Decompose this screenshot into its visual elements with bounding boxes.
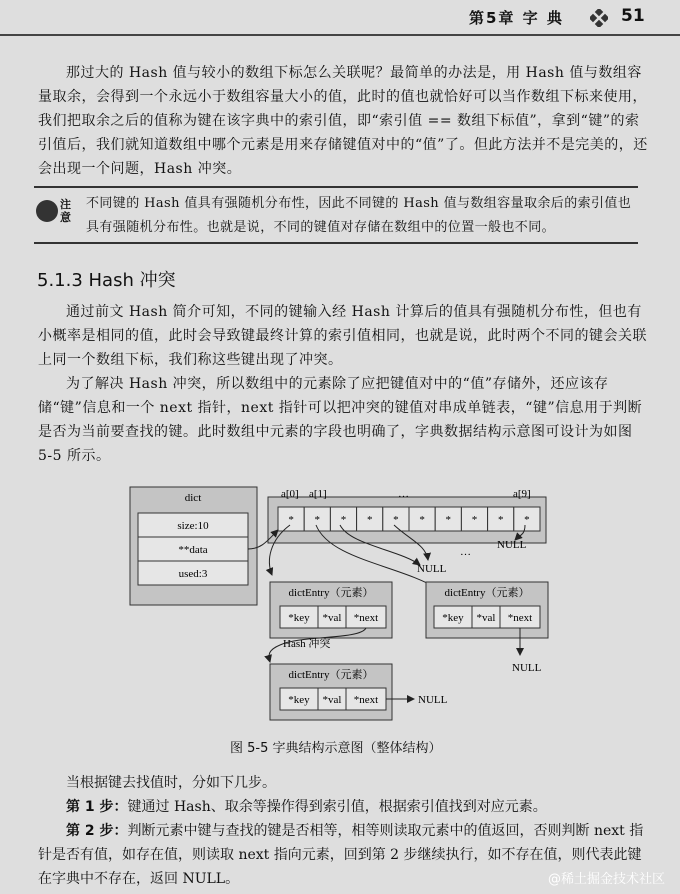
- paragraph-3: 为了解决 Hash 冲突，所以数组中的元素除了应把键值对中的“值”存储外，还应该存储“键”信息和一个 next 指针，next 指针可以把冲突的键值对串成单链表，“键”信息用于判断是否为当前要查找的键。此时数组中元素的字段也明确了，字典数据结构示意图可设计为如图 5-5 所示。: [38, 376, 643, 464]
- dict-title: dict: [184, 492, 202, 504]
- svg-text:*val: *val: [322, 612, 342, 624]
- lookup-intro: 当根据键去找值时，分如下几步。: [66, 775, 276, 791]
- svg-text:*key: *key: [288, 694, 310, 706]
- hash-array: [268, 488, 546, 543]
- array-cell-pointer: *: [366, 514, 373, 526]
- chapter-title: 第5章 字 典: [469, 9, 564, 27]
- step-2-text: 判断元素中键与查找的键是否相等，相等则读取元素中的值返回，否则判断 next 指针是否有值，如存在值，则读取 next 指向元素，回到第 2 步继续执行，如不存在值，则代表此键在字典中不存在，返回 NULL。: [38, 823, 644, 887]
- svg-text:*val: *val: [476, 612, 496, 624]
- array-cell-pointer: *: [340, 514, 347, 526]
- null-label-4: NULL: [418, 694, 448, 706]
- note-box: [34, 186, 638, 244]
- note-text: 不同键的 Hash 值具有强随机分布性，因此不同键的 Hash 值与数组容量取余后的索引值也具有强随机分布性。也就是说，不同的键值对存储在数组中的位置一般也不同。: [86, 196, 632, 235]
- array-label-a1: a[1]: [309, 488, 327, 500]
- array-cell-pointer: *: [471, 514, 478, 526]
- svg-text:*next: *next: [353, 694, 379, 706]
- null-label-1: NULL: [417, 563, 447, 575]
- dict-entry-2: [426, 582, 548, 638]
- dict-struct: [130, 487, 257, 605]
- diamond-ornament-icon: [590, 9, 608, 27]
- array-label-a0: a[0]: [281, 488, 299, 500]
- entry-1-title: dictEntry（元素）: [288, 587, 374, 599]
- paragraph-2: 通过前文 Hash 简介可知，不同的键输入经 Hash 计算后的值具有强随机分布性，但也有小概率是相同的值，此时会导致键最终计算的索引值相同，也就是说，此时两个不同的键会关联上同一个数组下标，我们称这些键出现了冲突。: [38, 304, 647, 368]
- watermark: @稀土掘金技术社区: [548, 872, 666, 887]
- null-label-2: NULL: [497, 539, 527, 551]
- paragraph-1: 那过大的 Hash 值与较小的数组下标怎么关联呢？最简单的办法是，用 Hash 值与数组容量取余，会得到一个永远小于数组容量大小的值，此时的值也就恰好可以当作数组下标来使用，我们把取余之后的值称为键在该字典中的索引值，即“索引值 == 数组下标值”，拿到“键”的索引值后，我们就知道数组中哪个元素是用来存储键值对中的“值”了。但此方法并不是完美的，还会出现一个问题，Hash 冲突。: [38, 65, 648, 177]
- null-label-3: NULL: [512, 662, 542, 674]
- svg-text:*val: *val: [322, 694, 342, 706]
- dict-field-used: used:3: [178, 568, 208, 580]
- dict-structure-diagram: [0, 480, 680, 730]
- svg-text:*key: *key: [442, 612, 464, 624]
- array-cell-pointer: *: [419, 514, 425, 526]
- step-2-label: 第 2 步：: [66, 823, 128, 839]
- diagram-ellipsis: …: [460, 546, 471, 558]
- svg-text:*next: *next: [353, 612, 379, 624]
- dict-entry-1: [270, 582, 392, 638]
- array-label-ellipsis: …: [398, 488, 409, 500]
- array-cell-pointer: *: [445, 514, 452, 526]
- array-cell-pointer: *: [497, 514, 504, 526]
- page-number: 51: [621, 6, 645, 26]
- step-1-text: 键通过 Hash、取余等操作得到索引值，根据索引值找到对应元素。: [127, 799, 547, 815]
- array-cell-pointer: *: [524, 514, 530, 526]
- figure-caption: 图 5-5 字典结构示意图（整体结构）: [230, 741, 442, 756]
- array-cell-pointer: *: [314, 514, 321, 526]
- step-1: [38, 795, 648, 819]
- entry-2-title: dictEntry（元素）: [444, 587, 530, 599]
- array-cell-pointer: *: [393, 514, 399, 526]
- note-label: 注意: [60, 198, 71, 224]
- dict-entry-3: [270, 664, 392, 720]
- array-label-a9: a[9]: [513, 488, 531, 500]
- dict-field-data: **data: [178, 544, 208, 556]
- entry-3-title: dictEntry（元素）: [288, 669, 374, 681]
- section-heading: 5.1.3 Hash 冲突: [37, 270, 176, 291]
- step-1-label: 第 1 步：: [66, 799, 128, 815]
- note-icon: [36, 200, 58, 222]
- hash-conflict-label: Hash 冲突: [283, 638, 331, 650]
- svg-text:*next: *next: [507, 612, 533, 624]
- dict-field-size: size:10: [177, 520, 209, 532]
- array-cell-pointer: *: [288, 514, 294, 526]
- svg-text:*key: *key: [288, 612, 310, 624]
- page-header: [0, 0, 680, 36]
